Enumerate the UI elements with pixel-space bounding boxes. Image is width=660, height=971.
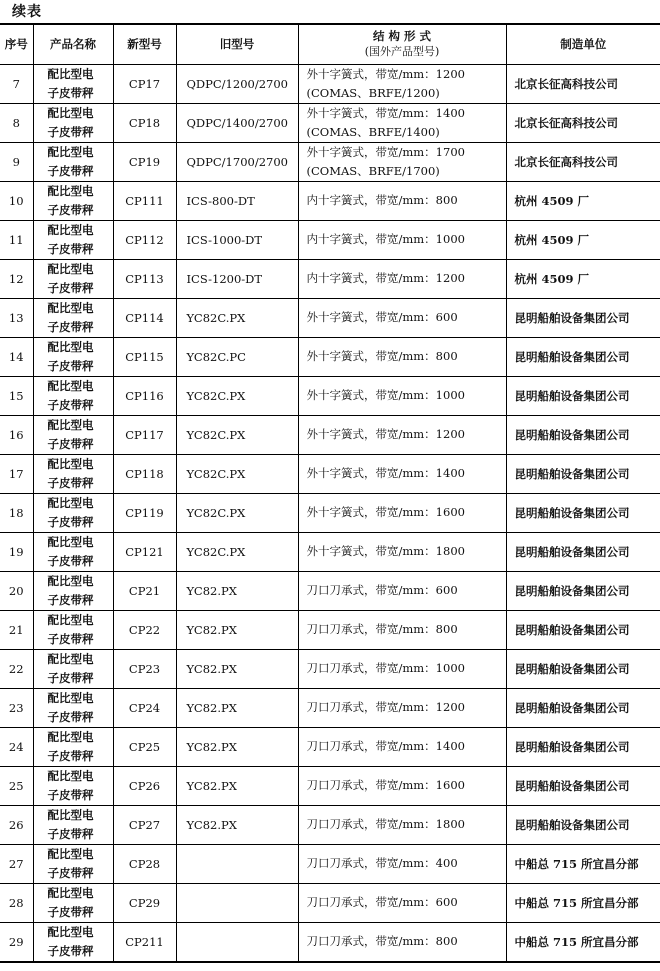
cell-name-line2: 子皮带秤 [47,514,94,529]
cell-structure-line2: (COMAS、BRFE/1200) [306,85,440,100]
table-row [0,727,660,766]
cell-name [33,337,113,376]
table-row [0,571,660,610]
header-structure-title: 结 构 形 式 [372,29,431,44]
cell-maker: 昆明船舶设备集团公司 [506,415,660,454]
cell-name [33,103,113,142]
cell-structure-line1: 刀口刀承式，带宽/mm：400 [306,856,458,870]
cell-name-line2: 子皮带秤 [47,436,94,451]
cell-name-line1: 配比型电 [47,183,94,198]
cell-name-line2: 子皮带秤 [47,85,94,100]
table-body [0,64,660,962]
cell-maker: 杭州 4509 厂 [506,220,660,259]
table-row [0,181,660,220]
cell-structure [298,259,506,298]
cell-name-line1: 配比型电 [47,417,94,432]
cell-name-line2: 子皮带秤 [47,280,94,295]
cell-name-line1: 配比型电 [47,846,94,861]
cell-old-model: YC82C.PC [176,337,298,376]
cell-name-line1: 配比型电 [47,456,94,471]
table-row [0,883,660,922]
cell-structure-line1: 外十字簧式，带宽/mm：1400 [306,105,465,120]
cell-seq: 18 [0,493,33,532]
cell-old-model [176,883,298,922]
cell-seq: 28 [0,883,33,922]
cell-maker: 昆明船舶设备集团公司 [506,571,660,610]
cell-structure [298,922,506,962]
cell-structure-line1: 内十字簧式，带宽/mm：1200 [306,271,465,285]
cell-name-line2: 子皮带秤 [47,904,94,919]
cell-structure-line1: 刀口刀承式，带宽/mm：800 [306,622,458,636]
table-row [0,805,660,844]
table-row [0,64,660,103]
header-name: 产品名称 [33,24,113,64]
cell-maker: 昆明船舶设备集团公司 [506,493,660,532]
cell-structure-line2: (COMAS、BRFE/1700) [306,163,440,178]
cell-new-model: CP25 [113,727,176,766]
cell-new-model: CP117 [113,415,176,454]
cell-name [33,766,113,805]
cell-new-model: CP211 [113,922,176,962]
cell-name [33,844,113,883]
table-row [0,415,660,454]
cell-structure-line1: 外十字簧式，带宽/mm：1700 [306,144,465,159]
cell-maker: 中船总 715 所宜昌分部 [506,883,660,922]
cell-new-model: CP21 [113,571,176,610]
cell-new-model: CP113 [113,259,176,298]
cell-name-line2: 子皮带秤 [47,319,94,334]
table-row [0,298,660,337]
cell-seq: 22 [0,649,33,688]
cell-structure [298,571,506,610]
cell-structure-line1: 外十字簧式，带宽/mm：600 [306,310,458,324]
cell-seq: 27 [0,844,33,883]
cell-old-model: YC82.PX [176,727,298,766]
cell-structure [298,688,506,727]
cell-name-line2: 子皮带秤 [47,748,94,763]
cell-name-line2: 子皮带秤 [47,553,94,568]
cell-old-model: YC82.PX [176,766,298,805]
table-row [0,454,660,493]
cell-maker: 昆明船舶设备集团公司 [506,532,660,571]
cell-new-model: CP111 [113,181,176,220]
cell-name-line2: 子皮带秤 [47,592,94,607]
cell-structure [298,805,506,844]
cell-name-line2: 子皮带秤 [47,631,94,646]
cell-structure-line1: 刀口刀承式，带宽/mm：1800 [306,817,465,831]
cell-maker: 昆明船舶设备集团公司 [506,298,660,337]
cell-new-model: CP115 [113,337,176,376]
cell-name-line1: 配比型电 [47,807,94,822]
table-caption: 续表 [12,4,42,20]
cell-structure [298,883,506,922]
cell-structure [298,142,506,181]
cell-structure-line1: 外十字簧式，带宽/mm：1200 [306,66,465,81]
table-row [0,376,660,415]
cell-old-model: YC82.PX [176,805,298,844]
cell-structure [298,610,506,649]
cell-name [33,220,113,259]
cell-name-line1: 配比型电 [47,495,94,510]
cell-seq: 16 [0,415,33,454]
cell-new-model: CP22 [113,610,176,649]
cell-new-model: CP28 [113,844,176,883]
cell-name-line1: 配比型电 [47,612,94,627]
cell-name-line1: 配比型电 [47,690,94,705]
cell-seq: 19 [0,532,33,571]
cell-structure-line1: 刀口刀承式，带宽/mm：1000 [306,661,465,675]
cell-seq: 13 [0,298,33,337]
cell-maker: 昆明船舶设备集团公司 [506,805,660,844]
cell-name-line1: 配比型电 [47,651,94,666]
cell-name [33,571,113,610]
cell-structure-line1: 刀口刀承式，带宽/mm：600 [306,583,458,597]
cell-structure-line1: 外十字簧式，带宽/mm：1000 [306,388,465,402]
cell-name-line1: 配比型电 [47,573,94,588]
cell-structure-line1: 刀口刀承式，带宽/mm：1200 [306,700,465,714]
cell-old-model: YC82C.PX [176,493,298,532]
cell-old-model: QDPC/1700/2700 [176,142,298,181]
cell-seq: 8 [0,103,33,142]
cell-structure-line1: 刀口刀承式，带宽/mm：1600 [306,778,465,792]
cell-new-model: CP26 [113,766,176,805]
cell-old-model [176,922,298,962]
cell-maker: 北京长征高科技公司 [506,64,660,103]
cell-name [33,727,113,766]
table-row [0,142,660,181]
cell-old-model: QDPC/1400/2700 [176,103,298,142]
cell-name-line1: 配比型电 [47,144,94,159]
table-row [0,922,660,962]
cell-structure [298,649,506,688]
cell-maker: 昆明船舶设备集团公司 [506,727,660,766]
cell-maker: 昆明船舶设备集团公司 [506,766,660,805]
cell-seq: 29 [0,922,33,962]
cell-old-model: YC82.PX [176,610,298,649]
cell-maker: 昆明船舶设备集团公司 [506,454,660,493]
cell-name-line1: 配比型电 [47,339,94,354]
header-structure [298,24,506,64]
cell-maker: 中船总 715 所宜昌分部 [506,844,660,883]
cell-seq: 7 [0,64,33,103]
cell-seq: 14 [0,337,33,376]
header-old-model: 旧型号 [176,24,298,64]
cell-name-line1: 配比型电 [47,885,94,900]
cell-structure [298,766,506,805]
cell-seq: 15 [0,376,33,415]
cell-structure-line1: 外十字簧式，带宽/mm：1600 [306,505,465,519]
cell-name [33,688,113,727]
cell-new-model: CP23 [113,649,176,688]
table-row [0,766,660,805]
cell-old-model: ICS-800-DT [176,181,298,220]
cell-name [33,883,113,922]
cell-maker: 昆明船舶设备集团公司 [506,649,660,688]
cell-seq: 17 [0,454,33,493]
cell-maker: 北京长征高科技公司 [506,103,660,142]
cell-name-line1: 配比型电 [47,768,94,783]
cell-old-model: YC82C.PX [176,415,298,454]
cell-name-line2: 子皮带秤 [47,865,94,880]
cell-new-model: CP118 [113,454,176,493]
cell-structure [298,181,506,220]
cell-name-line2: 子皮带秤 [47,709,94,724]
cell-old-model: YC82C.PX [176,376,298,415]
header-seq: 序号 [0,24,33,64]
header-maker: 制造单位 [506,24,660,64]
cell-old-model: YC82C.PX [176,298,298,337]
table-row [0,688,660,727]
cell-old-model: YC82.PX [176,649,298,688]
cell-name-line1: 配比型电 [47,378,94,393]
cell-maker: 杭州 4509 厂 [506,259,660,298]
cell-name-line2: 子皮带秤 [47,826,94,841]
cell-old-model: ICS-1000-DT [176,220,298,259]
cell-new-model: CP114 [113,298,176,337]
cell-old-model: ICS-1200-DT [176,259,298,298]
cell-seq: 9 [0,142,33,181]
cell-name-line2: 子皮带秤 [47,241,94,256]
cell-name-line1: 配比型电 [47,534,94,549]
cell-seq: 26 [0,805,33,844]
cell-structure [298,376,506,415]
table-row [0,103,660,142]
cell-structure [298,337,506,376]
cell-new-model: CP27 [113,805,176,844]
cell-name [33,532,113,571]
cell-name-line2: 子皮带秤 [47,202,94,217]
cell-maker: 昆明船舶设备集团公司 [506,337,660,376]
cell-structure [298,844,506,883]
cell-name [33,142,113,181]
cell-new-model: CP18 [113,103,176,142]
cell-name-line2: 子皮带秤 [47,475,94,490]
cell-name [33,454,113,493]
table-row [0,337,660,376]
cell-structure-line1: 外十字簧式，带宽/mm：800 [306,349,458,363]
cell-name [33,805,113,844]
cell-old-model: YC82.PX [176,571,298,610]
cell-name [33,922,113,962]
cell-seq: 10 [0,181,33,220]
cell-structure-line1: 内十字簧式，带宽/mm：800 [306,193,458,207]
cell-name [33,376,113,415]
cell-structure [298,103,506,142]
cell-name-line2: 子皮带秤 [47,124,94,139]
cell-structure-line1: 刀口刀承式，带宽/mm：800 [306,934,458,948]
cell-name-line2: 子皮带秤 [47,358,94,373]
cell-name-line1: 配比型电 [47,729,94,744]
cell-old-model [176,844,298,883]
cell-name-line2: 子皮带秤 [47,397,94,412]
cell-seq: 12 [0,259,33,298]
cell-seq: 24 [0,727,33,766]
cell-name-line2: 子皮带秤 [47,670,94,685]
table-row [0,532,660,571]
cell-new-model: CP24 [113,688,176,727]
table-row [0,220,660,259]
cell-structure [298,727,506,766]
cell-maker: 昆明船舶设备集团公司 [506,376,660,415]
cell-maker: 中船总 715 所宜昌分部 [506,922,660,962]
cell-name [33,181,113,220]
cell-new-model: CP119 [113,493,176,532]
cell-maker: 昆明船舶设备集团公司 [506,610,660,649]
cell-structure [298,415,506,454]
cell-new-model: CP19 [113,142,176,181]
cell-old-model: QDPC/1200/2700 [176,64,298,103]
table-row [0,493,660,532]
cell-name-line2: 子皮带秤 [47,943,94,958]
cell-new-model: CP29 [113,883,176,922]
cell-structure-line1: 内十字簧式，带宽/mm：1000 [306,232,465,246]
cell-name-line1: 配比型电 [47,261,94,276]
cell-seq: 25 [0,766,33,805]
cell-seq: 23 [0,688,33,727]
product-table [0,23,660,963]
cell-new-model: CP116 [113,376,176,415]
cell-old-model: YC82C.PX [176,454,298,493]
cell-name [33,610,113,649]
table-row [0,844,660,883]
cell-seq: 11 [0,220,33,259]
cell-structure-line1: 刀口刀承式，带宽/mm：600 [306,895,458,909]
cell-name-line1: 配比型电 [47,66,94,81]
cell-structure [298,454,506,493]
cell-structure [298,298,506,337]
header-new-model: 新型号 [113,24,176,64]
cell-name-line1: 配比型电 [47,300,94,315]
cell-structure-line1: 外十字簧式，带宽/mm：1400 [306,466,465,480]
cell-structure-line1: 外十字簧式，带宽/mm：1800 [306,544,465,558]
cell-maker: 杭州 4509 厂 [506,181,660,220]
header-structure-subtitle: (国外产品型号) [364,45,440,59]
cell-old-model: YC82.PX [176,688,298,727]
table-row [0,610,660,649]
cell-name [33,649,113,688]
cell-new-model: CP121 [113,532,176,571]
cell-structure-line1: 刀口刀承式，带宽/mm：1400 [306,739,465,753]
cell-structure-line2: (COMAS、BRFE/1400) [306,124,440,139]
cell-name [33,298,113,337]
cell-structure [298,220,506,259]
cell-structure-line1: 外十字簧式，带宽/mm：1200 [306,427,465,441]
cell-structure [298,532,506,571]
cell-name [33,259,113,298]
cell-old-model: YC82C.PX [176,532,298,571]
table-row [0,649,660,688]
cell-name-line1: 配比型电 [47,105,94,120]
cell-new-model: CP112 [113,220,176,259]
table-header [0,24,660,64]
cell-name [33,64,113,103]
cell-structure [298,493,506,532]
cell-name-line1: 配比型电 [47,924,94,939]
table-row [0,259,660,298]
cell-new-model: CP17 [113,64,176,103]
cell-maker: 北京长征高科技公司 [506,142,660,181]
cell-structure [298,64,506,103]
header-row [0,24,660,64]
cell-maker: 昆明船舶设备集团公司 [506,688,660,727]
cell-seq: 21 [0,610,33,649]
cell-name [33,415,113,454]
cell-name-line2: 子皮带秤 [47,163,94,178]
cell-name-line2: 子皮带秤 [47,787,94,802]
cell-name-line1: 配比型电 [47,222,94,237]
cell-name [33,493,113,532]
cell-seq: 20 [0,571,33,610]
